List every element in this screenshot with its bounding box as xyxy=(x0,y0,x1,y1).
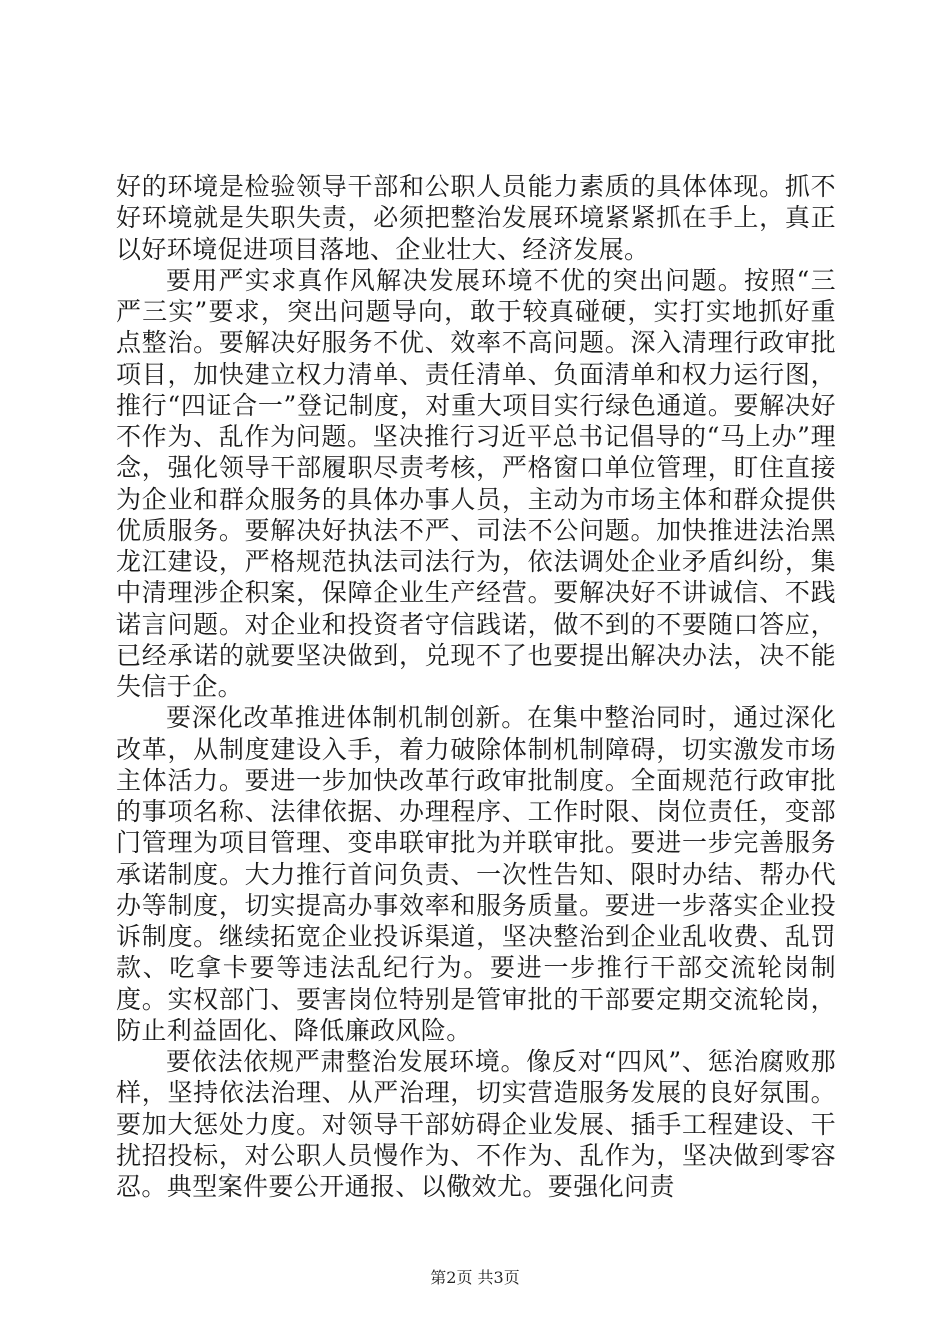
page-number-footer: 第2页 共3页 xyxy=(430,1268,520,1287)
paragraph-continuation: 好的环境是检验领导干部和公职人员能力素质的具体体现。抓不好环境就是失职失责，必须把整治发展环境紧紧抓在手上，真正以好环境促进项目落地、企业壮大、经济发展。 xyxy=(116,172,836,264)
paragraph-reform: 要深化改革推进体制机制创新。在集中整治同时，通过深化改革，从制度建设入手，着力破除体制机制障碍，切实激发市场主体活力。要进一步加快改革行政审批制度。全面规范行政审批的事项名称、法律依据、办理程序、工作时限、岗位责任，变部门管理为项目管理、变串联审批为并联审批。要进一步完善服务承诺制度。大力推行首问负责、一次性告知、限时办结、帮办代办等制度，切实提高办事效率和服务质量。要进一步落实企业投诉制度。继续拓宽企业投诉渠道，坚决整治到企业乱收费、乱罚款、吃拿卡要等违法乱纪行为。要进一步推行干部交流轮岗制度。实权部门、要害岗位特别是管审批的干部要定期交流轮岗，防止利益固化、降低廉政风险。 xyxy=(116,703,836,1045)
document-body xyxy=(116,171,836,1202)
paragraph-rule-of-law: 要依法依规严肃整治发展环境。像反对“四风”、惩治腐败那样，坚持依法治理、从严治理，切实营造服务发展的良好氛围。要加大惩处力度。对领导干部妨碍企业发展、插手工程建设、干扰招投标，对公职人员慢作为、不作为、乱作为，坚决做到零容忍。典型案件要公开通报、以儆效尤。要强化问责 xyxy=(116,1047,836,1201)
paragraph-work-style: 要用严实求真作风解决发展环境不优的突出问题。按照“三严三实”要求，突出问题导向，敢于较真碰硬，实打实地抓好重点整治。要解决好服务不优、效率不高问题。深入清理行政审批项目，加快建立权力清单、责任清单、负面清单和权力运行图，推行“四证合一”登记制度，对重大项目实行绿色通道。要解决好不作为、乱作为问题。坚决推行习近平总书记倡导的“马上办”理念，强化领导干部履职尽责考核，严格窗口单位管理，盯住直接为企业和群众服务的具体办事人员，主动为市场主体和群众提供优质服务。要解决好执法不严、司法不公问题。加快推进法治黑龙江建设，严格规范执法司法行为，依法调处企业矛盾纠纷，集中清理涉企积案，保障企业生产经营。要解决好不讲诚信、不践诺言问题。对企业和投资者守信践诺，做不到的不要随口答应，已经承诺的就要坚决做到，兑现不了也要提出解决办法，决不能失信于企。 xyxy=(116,265,836,701)
